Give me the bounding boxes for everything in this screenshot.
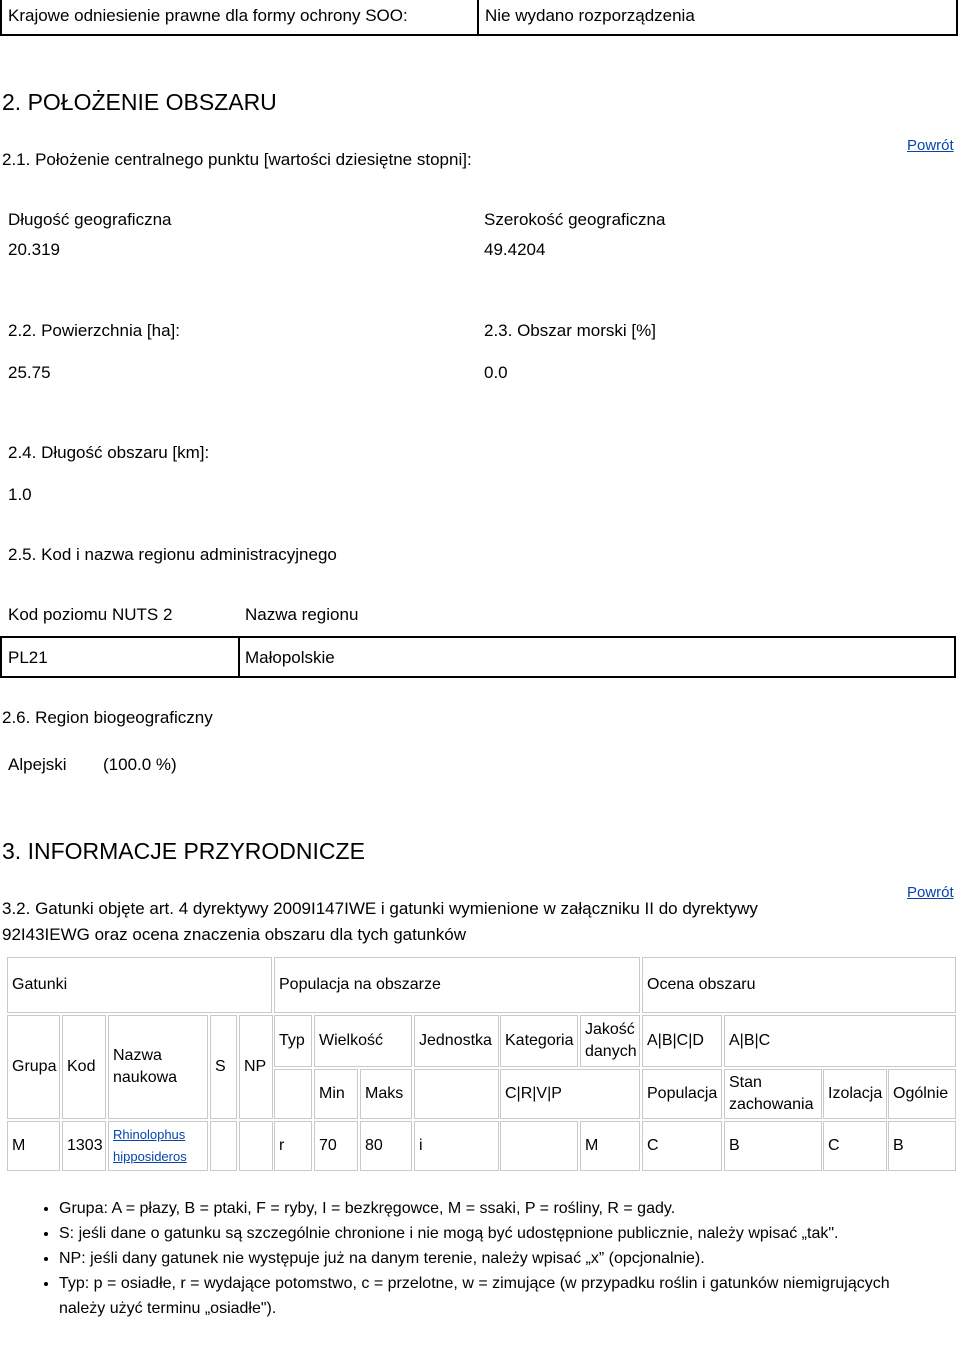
cell-populacja: C [642, 1121, 722, 1171]
subheader-populacja: Populacja [642, 1069, 722, 1119]
subheader-crvp: C|R|V|P [500, 1069, 640, 1119]
biogeographic-title: 2.6. Region biogeograficzny [2, 708, 213, 727]
admin-region-divider [238, 638, 240, 676]
cell-jednostka: i [414, 1121, 499, 1171]
longitude-value: 20.319 [8, 240, 60, 259]
col-header-abc: A|B|C [724, 1015, 956, 1067]
col-header-np: NP [239, 1015, 273, 1119]
area-value: 25.75 [8, 363, 51, 382]
col-header-wielkosc: Wielkość [314, 1015, 412, 1067]
cell-kod: 1303 [62, 1121, 106, 1171]
cell-maks: 80 [360, 1121, 412, 1171]
section-3-2-title-line2: 92I43IEWG oraz ocena znaczenia obszaru dla tych gatunków [2, 925, 466, 944]
cell-typ: r [274, 1121, 312, 1171]
list-item: • NP: jeśli dany gatunek nie występuje już na danym terenie, należy wpisać „x” (opcjonalnie). [59, 1246, 939, 1271]
section-3-title: 3. INFORMACJE PRZYRODNICZE [2, 838, 365, 864]
back-link-section-3[interactable]: Powrót [907, 884, 954, 901]
col-header-abcd: A|B|C|D [642, 1015, 722, 1067]
list-item: • Typ: p = osiadłe, r = wydające potomstwo, c = przelotne, w = zimujące (w przypadku roślin i gatunków niemigrujących należy użyć terminu „osiadłe"). [59, 1271, 939, 1321]
cell-nazwa-naukowa [108, 1121, 208, 1171]
col-header-grupa: Grupa [7, 1015, 60, 1119]
cell-min: 70 [314, 1121, 358, 1171]
section-2-title: 2. POŁOŻENIE OBSZARU [2, 89, 277, 115]
latitude-value: 49.4204 [484, 240, 546, 259]
back-link-section-2[interactable]: Powrót [907, 137, 954, 154]
nuts-header: Kod poziomu NUTS 2 [8, 605, 173, 624]
col-header-jakosc: Jakość danych [580, 1015, 640, 1067]
legal-reference-divider [477, 0, 479, 34]
list-item: • Grupa: A = płazy, B = ptaki, F = ryby, I = bezkręgowce, M = ssaki, P = rośliny, R = gady. [59, 1196, 939, 1221]
subheader-maks: Maks [360, 1069, 412, 1119]
region-name-value: Małopolskie [245, 648, 335, 667]
col-header-typ: Typ [274, 1015, 312, 1067]
col-header-kategoria: Kategoria [500, 1015, 578, 1067]
nuts-value: PL21 [8, 648, 48, 667]
admin-region-title: 2.5. Kod i nazwa regionu administracyjnego [8, 545, 337, 564]
cell-izolacja: C [823, 1121, 887, 1171]
subheader-stan: Stan zachowania [724, 1069, 822, 1119]
latitude-label: Szerokość geograficzna [484, 210, 666, 229]
admin-region-box [0, 636, 956, 678]
marine-area-value: 0.0 [484, 363, 508, 382]
length-title: 2.4. Długość obszaru [km]: [8, 443, 210, 462]
legal-reference-value: Nie wydano rozporządzenia [485, 6, 695, 25]
biogeographic-region-percent: (100.0 %) [103, 755, 177, 774]
subheader-empty-typ [274, 1069, 312, 1119]
col-header-s: S [210, 1015, 237, 1119]
region-name-header: Nazwa regionu [245, 605, 359, 624]
area-title: 2.2. Powierzchnia [ha]: [8, 321, 180, 340]
cell-ogolnie: B [888, 1121, 956, 1171]
length-value: 1.0 [8, 485, 32, 504]
biogeographic-region-name: Alpejski [8, 755, 67, 774]
cell-grupa: M [7, 1121, 60, 1171]
subheader-min: Min [314, 1069, 358, 1119]
col-header-kod: Kod [62, 1015, 106, 1119]
table-group-header-population: Populacja na obszarze [274, 957, 640, 1013]
section-3-2-title-line1: 3.2. Gatunki objęte art. 4 dyrektywy 2009I147IWE i gatunki wymienione w załączniku II do dyrektywy [2, 899, 758, 918]
section-2-1-title: 2.1. Położenie centralnego punktu [wartości dziesiętne stopni]: [2, 150, 472, 169]
subheader-empty-jednostka [414, 1069, 499, 1119]
cell-stan: B [724, 1121, 822, 1171]
longitude-label: Długość geograficzna [8, 210, 172, 229]
legal-reference-label: Krajowe odniesienie prawne dla formy ochrony SOO: [8, 6, 408, 25]
subheader-izolacja: Izolacja [823, 1069, 887, 1119]
subheader-ogolnie: Ogólnie [888, 1069, 956, 1119]
cell-kategoria [500, 1121, 578, 1171]
col-header-nazwa: Nazwa naukowa [108, 1015, 208, 1119]
list-item: • S: jeśli dane o gatunku są szczególnie chronione i nie mogą być udostępnione publicznie, należy wpisać „tak". [59, 1221, 939, 1246]
species-link[interactable]: Rhinolophus hipposideros [113, 1127, 187, 1164]
legend-notes [27, 1196, 939, 1321]
cell-jakosc: M [580, 1121, 640, 1171]
marine-area-title: 2.3. Obszar morski [%] [484, 321, 656, 340]
table-group-header-assessment: Ocena obszaru [642, 957, 956, 1013]
col-header-jednostka: Jednostka [414, 1015, 499, 1067]
cell-s [210, 1121, 237, 1171]
cell-np [239, 1121, 273, 1171]
table-group-header-species: Gatunki [7, 957, 272, 1013]
